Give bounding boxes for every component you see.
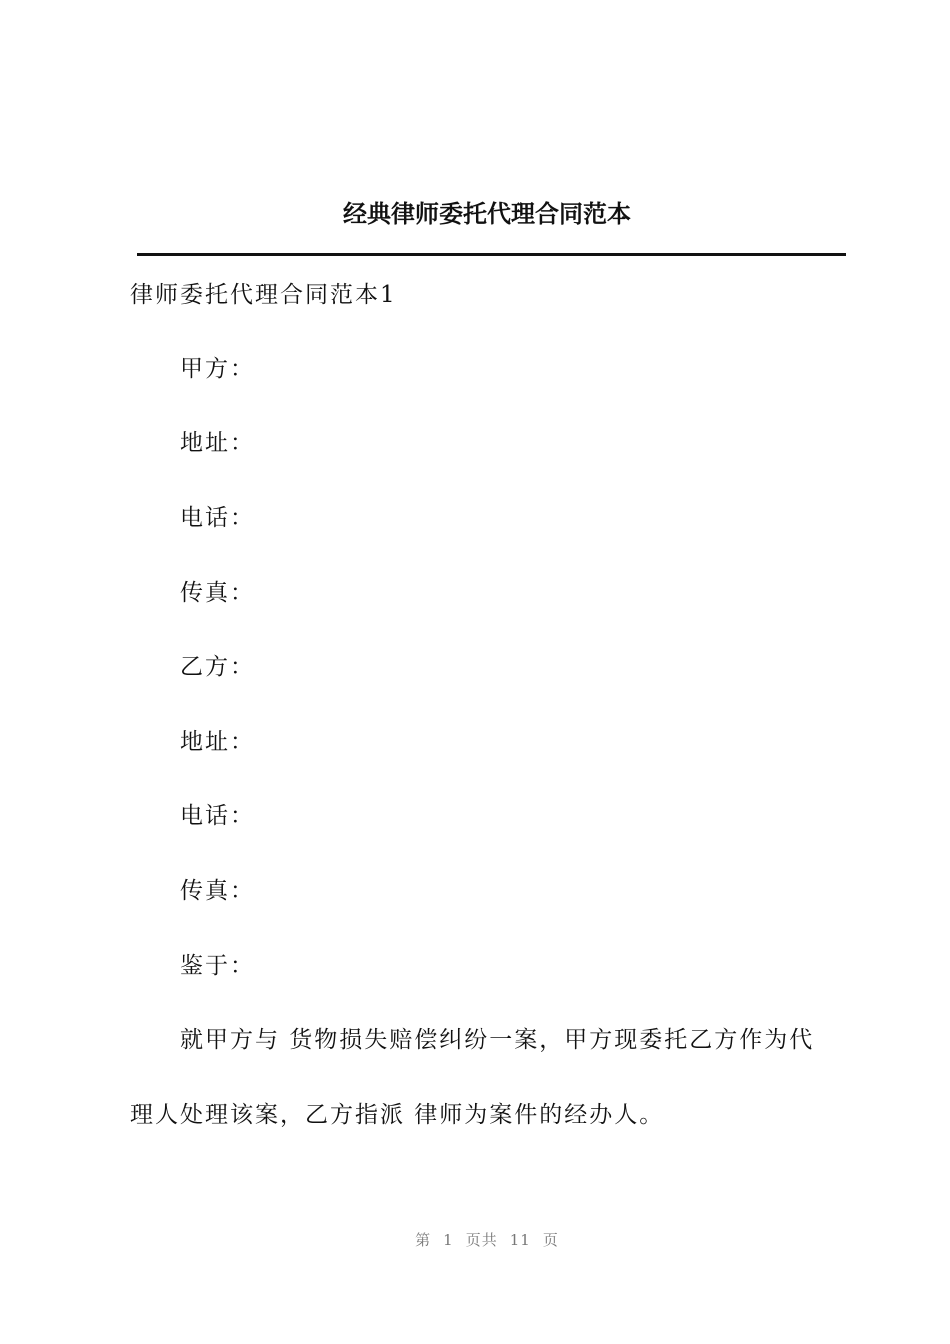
title-divider [137, 253, 846, 256]
body-paragraph-line-1: 就甲方与 货物损失赔偿纠纷一案，甲方现委托乙方作为代 [180, 1027, 815, 1053]
footer-page-prefix: 第 [415, 1231, 432, 1249]
page-title: 经典律师委托代理合同范本 [343, 199, 631, 228]
party-a-label: 甲方： [180, 356, 255, 382]
footer-page-number: 1 [443, 1231, 454, 1249]
party-b-phone: 电话： [180, 803, 255, 829]
footer-page-total: 11 [509, 1231, 531, 1249]
body-paragraph-line-2: 理人处理该案，乙方指派 律师为案件的经办人。 [130, 1102, 665, 1128]
page-footer [0, 1229, 950, 1250]
footer-page-middle: 页共 [465, 1231, 498, 1249]
party-a-fax: 传真： [180, 580, 255, 606]
party-a-phone: 电话： [180, 505, 255, 531]
section-heading: 律师委托代理合同范本1 [130, 282, 397, 308]
party-b-label: 乙方： [180, 654, 255, 680]
whereas-label: 鉴于： [180, 953, 255, 979]
party-a-address: 地址： [180, 430, 255, 456]
party-b-fax: 传真： [180, 878, 255, 904]
footer-page-suffix: 页 [542, 1231, 559, 1249]
party-b-address: 地址： [180, 729, 255, 755]
